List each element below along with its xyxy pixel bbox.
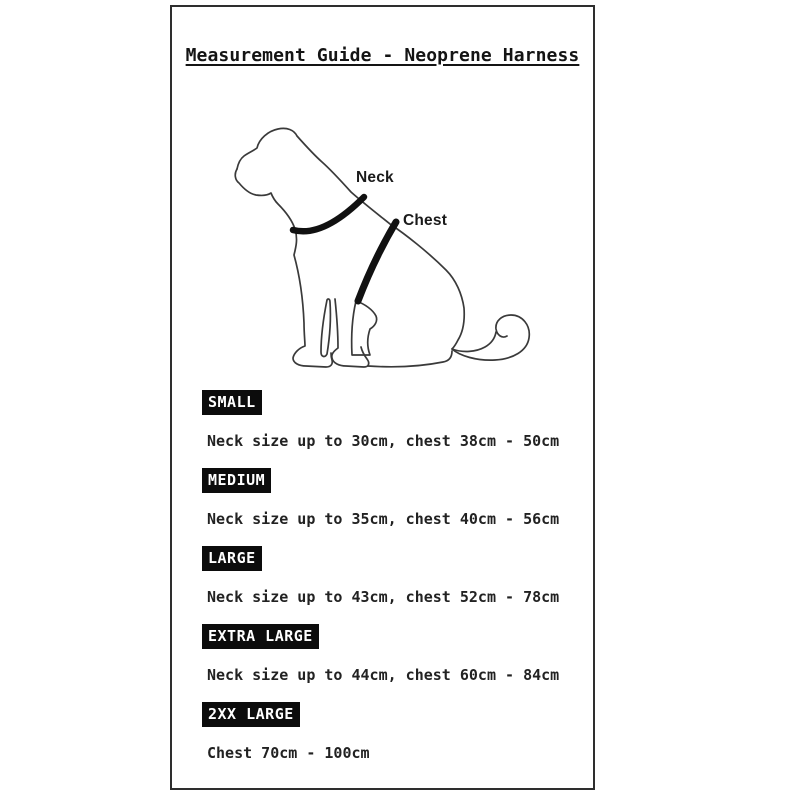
dog-outline-leg-gap [321,299,330,357]
size-description-large: Neck size up to 43cm, chest 52cm - 78cm [207,588,560,606]
dog-outline-far-leg [332,299,369,367]
size-badge-small: SMALL [202,390,262,415]
size-description-small: Neck size up to 30cm, chest 38cm - 50cm [207,432,560,450]
size-description-extra-large: Neck size up to 44cm, chest 60cm - 84cm [207,666,560,684]
dog-outline-tail-inner [452,332,496,351]
content-frame [170,5,595,790]
page-title: Measurement Guide - Neoprene Harness [185,45,580,66]
dog-outline-chest-front-leg [235,169,332,367]
size-badge-large: LARGE [202,546,262,571]
size-badge-medium: MEDIUM [202,468,271,493]
dog-outline-hind-leg [352,301,377,355]
dog-outline-ground [368,351,452,367]
chest-strap [358,222,396,301]
dog-harness-diagram [225,112,535,377]
size-description-2xx-large: Chest 70cm - 100cm [207,744,370,762]
neck-label: Neck [356,169,394,186]
chest-label: Chest [403,212,448,229]
size-badge-2xx-large: 2XX LARGE [202,702,300,727]
neck-collar-strap [293,197,364,231]
size-badge-extra-large: EXTRA LARGE [202,624,319,649]
size-description-medium: Neck size up to 35cm, chest 40cm - 56cm [207,510,560,528]
